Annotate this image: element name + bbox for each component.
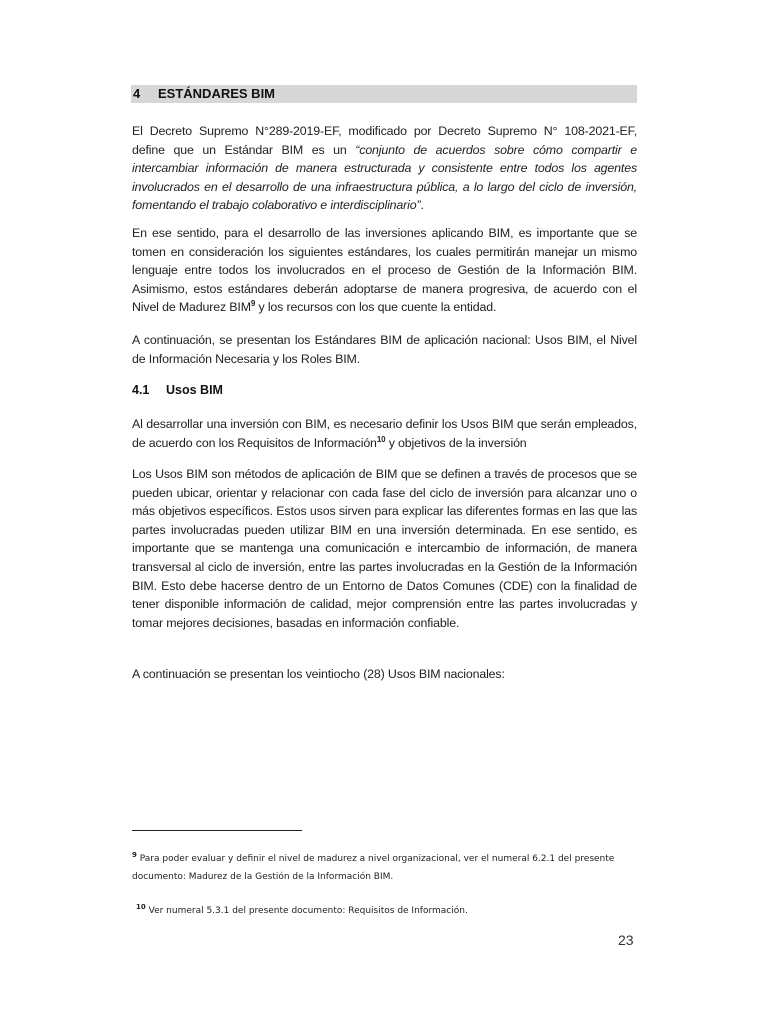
paragraph-standards-intro xyxy=(132,224,637,317)
paragraph-text: Al desarrollar una inversión con BIM, es necesario definir los Usos BIM que serán empleados, de acuerdo con los Requisitos de Información xyxy=(132,417,637,450)
paragraph-standards-list: A continuación, se presentan los Estándares BIM de aplicación nacional: Usos BIM, el Nivel de Información Necesaria y los Roles BIM. xyxy=(132,333,637,366)
paragraph-text: El Decreto Supremo N°289-2019-EF, modificado por Decreto Supremo N° 108-2021-EF, define que un Estándar BIM es un xyxy=(132,124,637,157)
subsection-number: 4.1 xyxy=(132,383,150,397)
footnote-text: Ver numeral 5.3.1 del presente documento: Requisitos de Información. xyxy=(145,906,468,916)
section-title: ESTÁNDARES BIM xyxy=(158,86,276,101)
paragraph-usos-list-intro: A continuación se presentan los veintiocho (28) Usos BIM nacionales: xyxy=(132,667,505,681)
paragraph-text: En ese sentido, para el desarrollo de las inversiones aplicando BIM, es importante que se tomen en consideración los siguientes estándares, los cuales permitirán manejar un mismo lenguaje entre todos los involucrados en el proceso de Gestión de la Información BIM. Asimismo, estos estándares deberán adoptarse de manera progresiva, de acuerdo con el Nivel de Madurez BIM xyxy=(132,226,637,315)
paragraph-usos-description: Los Usos BIM son métodos de aplicación de BIM que se definen a través de procesos que se pueden ubicar, orientar y relacionar con cada fase del ciclo de inversión para alcanzar uno o más objetivos específicos. Estos usos sirven para explicar las diferentes formas en las que las partes involucradas pueden utilizar BIM en una inversión determinada. En ese sentido, es importante que se mantenga una comunicación e intercambio de información, de manera transversal al ciclo de inversión, entre las partes involucradas en la Gestión de la Información BIM. Esto debe hacerse dentro de un Entorno de Datos Comunes (CDE) con la finalidad de tener disponible información de calidad, mejor comprensión entre las partes involucradas y tomar mejores decisiones, basadas en información confiable. xyxy=(132,467,637,630)
paragraph-definition xyxy=(132,122,637,215)
footnote-mark: 9 xyxy=(132,851,137,859)
subsection-title: Usos BIM xyxy=(166,383,223,397)
footnote-10 xyxy=(136,902,641,920)
section-heading xyxy=(131,85,637,103)
page-number: 23 xyxy=(618,932,634,948)
paragraph-text: y objetivos de la inversión xyxy=(385,435,527,450)
footnote-mark: 10 xyxy=(136,903,146,911)
footnote-9 xyxy=(132,850,637,886)
paragraph-text: y los recursos con los que cuente la entidad. xyxy=(255,300,497,315)
footnote-ref-9[interactable]: 9 xyxy=(250,299,256,309)
footnote-separator xyxy=(132,830,302,831)
section-number: 4 xyxy=(133,86,141,101)
footnote-text: Para poder evaluar y definir el nivel de madurez a nivel organizacional, ver el numeral 6.2.1 del presente documento: Madurez de la Gestión de la Información BIM. xyxy=(132,854,615,882)
paragraph-text: . xyxy=(420,198,424,213)
footnote-ref-10[interactable]: 10 xyxy=(376,434,386,444)
definition-quote: “conjunto de acuerdos sobre cómo compartir e intercambiar información de manera estructurada y consistente entre todos los agentes involucrados en el desarrollo de una infraestructura pública, a lo largo del ciclo de inversión, fomentando el trabajo colaborativo e interdisciplinario” xyxy=(132,142,637,213)
paragraph-usos-intro xyxy=(132,415,637,452)
